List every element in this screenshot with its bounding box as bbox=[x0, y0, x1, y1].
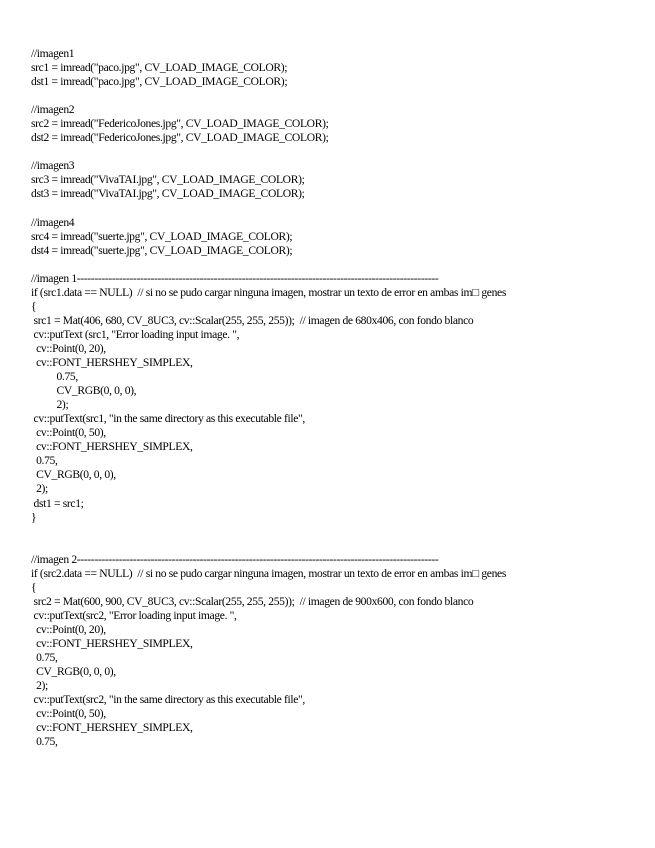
code-line: src2 = Mat(600, 900, CV_8UC3, cv::Scalar(255, 255, 255)); // imagen de 900x600, con fondo blanco bbox=[31, 594, 474, 608]
code-line: 2); bbox=[31, 398, 69, 412]
code-line: 0.75, bbox=[31, 370, 78, 384]
code-line: { bbox=[31, 580, 37, 594]
code-line bbox=[31, 202, 641, 216]
code-line bbox=[31, 89, 641, 103]
code-line bbox=[31, 258, 641, 272]
code-line: //imagen 1------------------------------------------------------------------------------------------------------- bbox=[31, 271, 439, 285]
code-line: cv::FONT_HERSHEY_SIMPLEX, bbox=[31, 721, 193, 735]
code-line: dst4 = imread("suerte.jpg", CV_LOAD_IMAGE_COLOR); bbox=[31, 243, 293, 257]
code-line: CV_RGB(0, 0, 0), bbox=[31, 384, 137, 398]
code-line: CV_RGB(0, 0, 0), bbox=[31, 665, 116, 679]
code-line bbox=[31, 539, 641, 553]
code-line: cv::putText(src1, "in the same directory as this executable file", bbox=[31, 412, 305, 426]
code-line: cv::Point(0, 50), bbox=[31, 707, 106, 721]
code-line bbox=[31, 145, 641, 159]
code-line: src1 = imread("paco.jpg", CV_LOAD_IMAGE_COLOR); bbox=[31, 61, 288, 75]
code-line: cv::putText (src1, "Error loading input image. ", bbox=[31, 327, 240, 341]
code-line bbox=[31, 525, 641, 539]
code-line: src2 = imread("FedericoJones.jpg", CV_LOAD_IMAGE_COLOR); bbox=[31, 117, 329, 131]
code-line: //imagen4 bbox=[31, 215, 75, 229]
code-line: //imagen2 bbox=[31, 103, 75, 117]
code-line: cv::Point(0, 20), bbox=[31, 622, 106, 636]
code-line: //imagen1 bbox=[31, 47, 75, 60]
code-line: } bbox=[31, 510, 37, 524]
code-line: if (src1.data == NULL) // si no se pudo cargar ninguna imagen, mostrar un texto de error en ambas im□ genes bbox=[31, 285, 506, 299]
code-line: 2); bbox=[31, 679, 48, 693]
code-line: src1 = Mat(406, 680, CV_8UC3, cv::Scalar(255, 255, 255)); // imagen de 680x406, con fondo blanco bbox=[31, 313, 474, 327]
code-line: src4 = imread("suerte.jpg", CV_LOAD_IMAGE_COLOR); bbox=[31, 229, 293, 243]
code-line: if (src2.data == NULL) // si no se pudo cargar ninguna imagen, mostrar un texto de error en ambas im□ genes bbox=[31, 566, 506, 580]
code-line: cv::FONT_HERSHEY_SIMPLEX, bbox=[31, 440, 193, 454]
code-line: dst2 = imread("FedericoJones.jpg", CV_LOAD_IMAGE_COLOR); bbox=[31, 131, 329, 145]
code-line: dst1 = src1; bbox=[31, 496, 84, 510]
code-line: //imagen 2------------------------------------------------------------------------------------------------------- bbox=[31, 552, 439, 566]
code-line: 0.75, bbox=[31, 735, 58, 749]
code-line: cv::Point(0, 20), bbox=[31, 341, 106, 355]
code-line: dst3 = imread("VivaTAI.jpg", CV_LOAD_IMAGE_COLOR); bbox=[31, 187, 305, 201]
code-line: cv::putText(src2, "in the same directory as this executable file", bbox=[31, 693, 305, 707]
code-line: CV_RGB(0, 0, 0), bbox=[31, 468, 116, 482]
code-line: cv::FONT_HERSHEY_SIMPLEX, bbox=[31, 356, 193, 370]
code-document bbox=[31, 47, 641, 749]
code-line: 2); bbox=[31, 482, 48, 496]
code-line: cv::FONT_HERSHEY_SIMPLEX, bbox=[31, 636, 193, 650]
code-line: 0.75, bbox=[31, 651, 58, 665]
code-line: //imagen3 bbox=[31, 159, 75, 173]
code-line: { bbox=[31, 299, 37, 313]
code-line: 0.75, bbox=[31, 454, 58, 468]
code-line: cv::putText(src2, "Error loading input image. ", bbox=[31, 608, 237, 622]
code-line: src3 = imread("VivaTAI.jpg", CV_LOAD_IMAGE_COLOR); bbox=[31, 173, 305, 187]
code-line: dst1 = imread("paco.jpg", CV_LOAD_IMAGE_COLOR); bbox=[31, 75, 288, 89]
code-line: cv::Point(0, 50), bbox=[31, 426, 106, 440]
